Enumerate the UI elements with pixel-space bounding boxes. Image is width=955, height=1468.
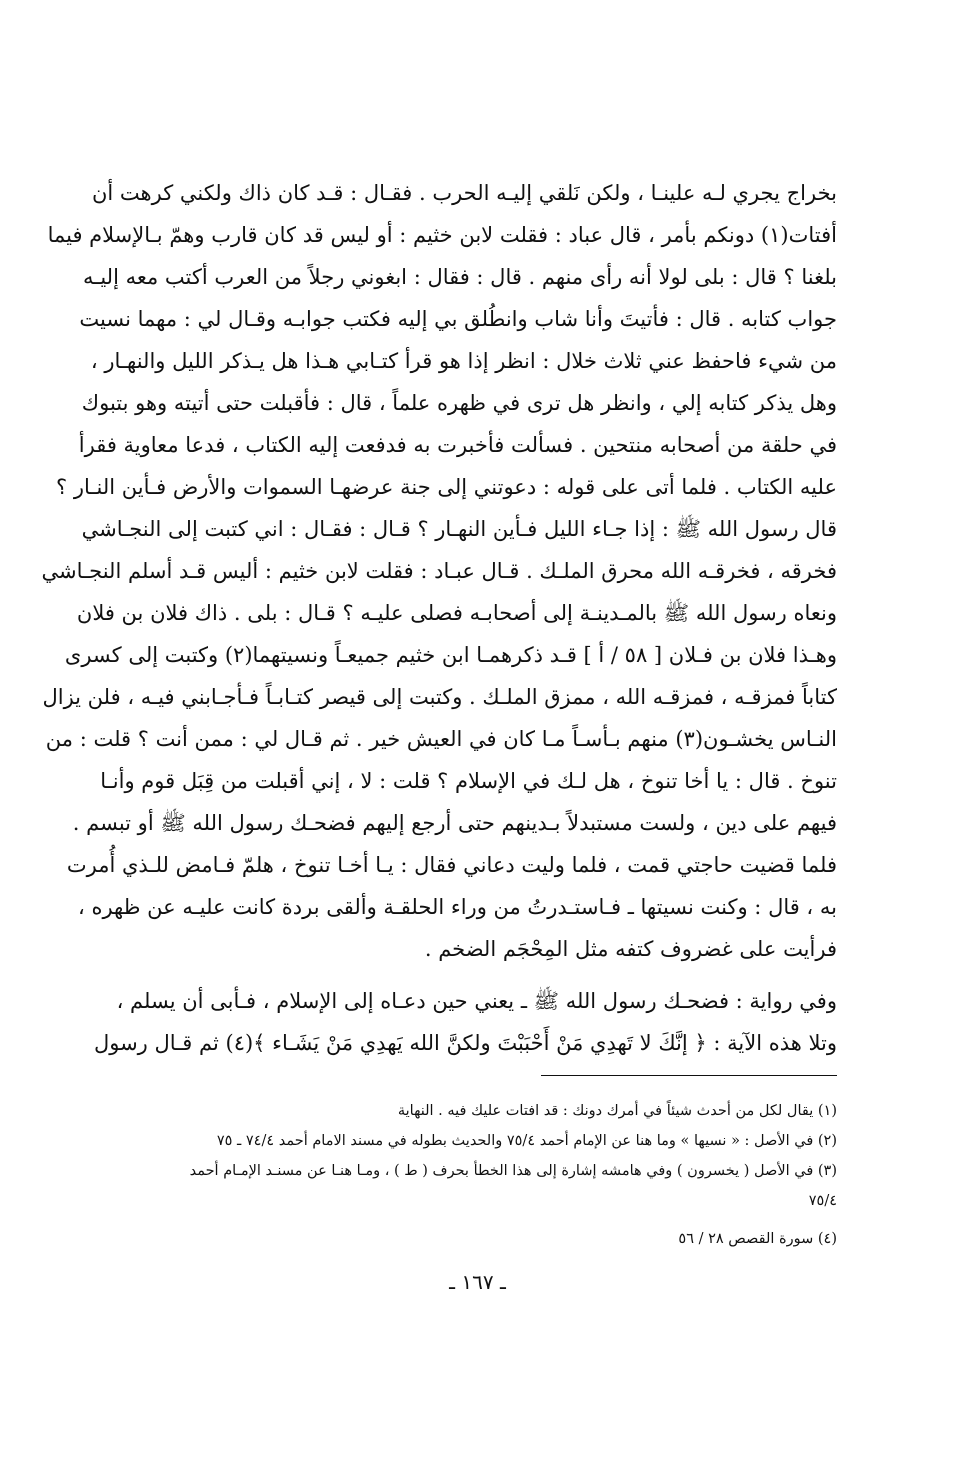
main-paragraph bbox=[41, 172, 837, 970]
text-line: عليه الكتاب . فلما أتى على قوله : دعوتني إلى جنة عرضهـا السموات والأرض فـأين النـار ؟ bbox=[56, 475, 837, 499]
text-line: وهل يذكر كتابه إلي ، وانظر هل ترى في ظهره علماً ، قال : فأقبلت حتى أتيته وهو بتبوك bbox=[81, 391, 837, 415]
text-line: ونعاه رسول الله ﷺ بالمـدينـة إلى أصحابـه فصلى عليـه ؟ قـال : بلى . ذاك فلان بن فلان bbox=[76, 601, 837, 625]
text-line: النـاس يخشـون(٣) منهم بـأسـاً مـا كان في العيش خير . ثم قـال لي : ممن أنت ؟ قلت : من bbox=[45, 727, 837, 751]
text-line: تنوخ . قال : يا أخا تنوخ ، هل لـك في الإسلام ؟ قلت : لا ، إني أقبلت من قِبَل قوم وأنـا bbox=[100, 769, 837, 793]
text-line: فرأيت على غضروف كتفه مثل المِحْجَم الضخم . bbox=[424, 937, 837, 961]
footnote-3: (٣) في الأصل ( يخسرون ) وفي هامشه إشارة إلى هذا الخطأ بحرف ( ط ) ، ومـا هنـا عن مسنـد الإمـام أحمد bbox=[189, 1163, 837, 1179]
footnote-3-continuation: ٧٥/٤ bbox=[808, 1193, 837, 1209]
footnote-4: (٤) سورة القصص ٢٨ / ٥٦ bbox=[678, 1231, 837, 1247]
footnote-divider bbox=[541, 1075, 837, 1076]
footnote-2: (٢) في الأصل : « نسيها » وما هنا عن الإمام أحمد ٧٥/٤ والحديث بطوله في مسند الامام أحمد ٧٤/٤ ـ ٧٥ bbox=[216, 1133, 837, 1149]
footnotes bbox=[136, 1096, 837, 1254]
text-line: أفتات(١) دونكم بأمر ، قال عباد : فقلت لابن خثيم : أو ليس قد كان قارب وهمّ بـالإسلام فيما bbox=[47, 223, 837, 247]
text-line: فلما قضيت حاجتي قمت ، فلما وليت دعاني فقال : يـا أخـا تنوخ ، هلمّ فـامض للـذي أُمرت bbox=[66, 853, 837, 877]
text-line: به ، قال : وكنت نسيتها ـ فـاستـدرتُ من وراء الحلقـة وألقى بردة كانت عليـه عن ظهره ، bbox=[78, 895, 837, 919]
text-line: فيهم على دين ، ولست مستبدلاً بـدينهم حتى أرجع إليهم فضحـك رسول الله ﷺ أو تبسم . bbox=[72, 811, 837, 835]
text-line: من شيء فاحفظ عني ثلاث خلال : انظر إذا هو قرأ كتـابي هـذا هل يـذكر الليل والنهـار ، bbox=[90, 349, 837, 373]
text-line: وتلا هذه الآية : ﴿ إنَّكَ لا تَهدِي مَنْ أَحْبَبْتَ ولكنَّ الله يَهدِي مَنْ يَشَـاء ﴾(٤) ثم قـال رسول bbox=[93, 1031, 837, 1055]
text-line: في حلقة من أصحابه منتحين . فسألت فأخبرت به فدفعت إليه الكتاب ، فدعا معاوية فقرأ bbox=[78, 433, 837, 457]
text-line: وهـذا فلان بن فـلان [ ٥٨ / أ ] قـد ذكرهمـا ابن خثيم جميعـاً ونسيتهما(٢) وكتبت إلى كسرى bbox=[64, 643, 837, 667]
text-line: كتاباً فمزقـه ، فمزقـه الله ، ممزق الملـك . وكتبت إلى قيصر كتـابـاً فـأجـابني فيـه ، فلن يزال bbox=[42, 685, 837, 709]
text-line: بخراج يجري لـه علينـا ، ولكن نَلقي إليـه الحرب . فقـال : قـد كان ذاك ولكني كرهت أن bbox=[91, 181, 837, 205]
footnote-1: (١) يقال لكل من أحدث شيئاً في أمرك دونك : قد افتات عليك فيه . النهاية bbox=[397, 1103, 837, 1119]
second-paragraph bbox=[93, 980, 837, 1064]
text-line: وفي رواية : فضحـك رسول الله ﷺ ـ يعني حين دعـاه إلى الإسلام ، فـأبى أن يسلم ، bbox=[116, 989, 837, 1013]
text-line: فخرقه ، فخرقـه الله محرق الملـك . قـال عبـاد : فقلت لابن خثيم : أليس قـد أسلم النجـاشي bbox=[41, 559, 837, 583]
text-line: قال رسول الله ﷺ : إذا جـاء الليل فـأين النهـار ؟ قـال : فقـال : اني كتبت إلى النجـاشي bbox=[81, 517, 837, 541]
page-number: ـ ١٦٧ ـ bbox=[449, 1270, 506, 1294]
text-line: بلغنا ؟ قال : بلى لولا أنه رأى منهم . قال : فقال : ابغوني رجلاً من العرب أكتب معه إليـه bbox=[82, 265, 837, 289]
text-line: جواب كتابه . قال : فأتيتَ وأنا شاب وانطُلق بي إليه فكتب جوابـه وقـال لي : مهما نسيت bbox=[79, 307, 837, 331]
